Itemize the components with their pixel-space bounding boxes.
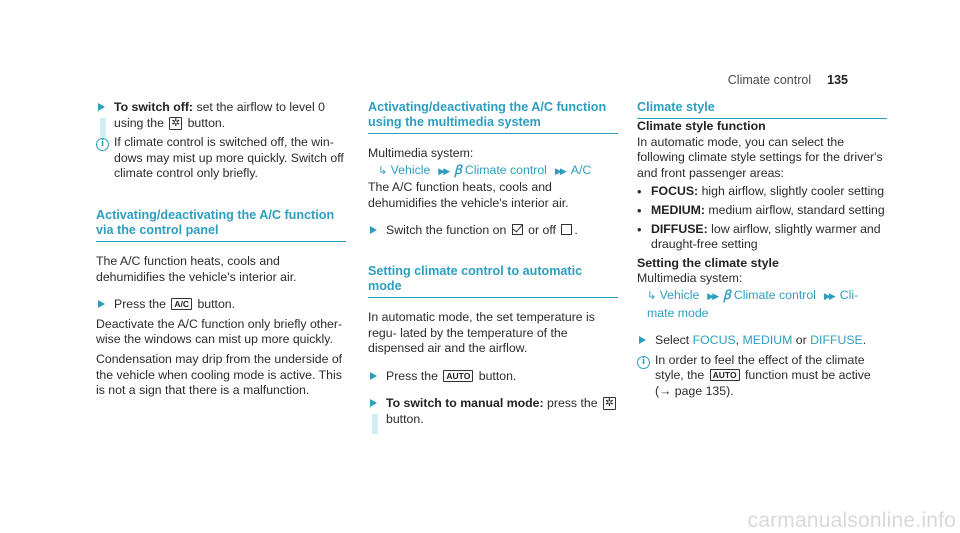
step-arrow-icon <box>370 372 377 380</box>
note-select: i In order to feel the effect of the climate style, the AUTO function must be active (→ page 135). <box>637 353 887 400</box>
path-vehicle: Vehicle <box>390 162 431 177</box>
double-chevron-icon: ▶▶ <box>707 291 718 302</box>
climate-icon: ꞵ <box>454 161 462 177</box>
path-vehicle: Vehicle <box>659 287 700 302</box>
note-text: If climate control is switched off, the win- dows may mist up more quickly. Switch off climate control only briefly. <box>114 135 344 181</box>
ac-key-icon: A/C <box>171 298 192 310</box>
step-arrow-icon <box>370 399 377 407</box>
path-hook-icon: ↳ <box>378 163 388 177</box>
checkbox-empty-icon <box>561 224 572 235</box>
watermark: carmanualsonline.info <box>747 509 956 533</box>
function-text: In automatic mode, you can select the following climate style settings for the driver's and front passenger areas: <box>637 134 883 180</box>
path-climate-mode: Cli- mate mode <box>647 287 859 320</box>
step-select: Select FOCUS, MEDIUM or DIFFUSE. <box>637 333 887 349</box>
step-text: set the airflow to level 0 using the <box>114 100 325 130</box>
step-label: To switch to manual mode: <box>386 396 544 411</box>
fan-key-icon: ✲ <box>171 116 181 129</box>
page-header <box>728 73 848 89</box>
step-manual-mode <box>368 396 618 427</box>
column-1 <box>96 100 346 399</box>
path-climate: Climate control <box>733 287 816 302</box>
page-number: 135 <box>827 73 848 87</box>
deactivate-text: Deactivate the A/C function only briefly other- wise the windows can mist up more quickly. <box>96 316 343 347</box>
step-label: To switch off: <box>114 100 194 114</box>
double-chevron-icon: ▶▶ <box>823 291 834 302</box>
step-text-end: . <box>574 223 578 238</box>
option-medium: MEDIUM <box>742 333 793 348</box>
info-icon: i <box>96 138 109 151</box>
bullet-icon: • <box>637 184 642 200</box>
bullet-icon: • <box>637 221 642 237</box>
column-3 <box>637 100 887 400</box>
section-title: Climate control <box>727 73 812 87</box>
heading-multimedia: Activating/deactivating the A/C function using the multimedia system <box>368 100 618 134</box>
step-text-end: button. <box>187 115 226 130</box>
step-text-end: button. <box>386 411 424 426</box>
heading-panel: Activating/deactivating the A/C function via the control panel <box>96 208 346 242</box>
condensation-text: Condensation may drip from the underside of the vehicle when cooling mode is active. This is not a sign that there is a malfunction. <box>96 351 343 398</box>
page-reference: (→ page 135). <box>655 383 734 398</box>
step-arrow-icon <box>370 226 377 234</box>
climate-icon: ꞵ <box>723 286 731 302</box>
list-item: • MEDIUM: medium airflow, standard setting <box>637 202 885 218</box>
auto-text: In automatic mode, the set temperature is regu- lated by the temperature of the dispensed air and the airflow. <box>368 309 595 356</box>
heading-auto: Setting climate control to automatic mode <box>368 264 618 298</box>
step-text-end: button. <box>478 368 517 383</box>
heading-style: Climate style <box>637 100 887 119</box>
double-chevron-icon: ▶▶ <box>554 166 565 177</box>
step-text: press the <box>547 396 598 411</box>
step-press-ac <box>96 297 346 313</box>
info-icon: i <box>637 356 650 369</box>
step-text: Press the <box>114 297 166 312</box>
list-item: • FOCUS: high airflow, slightly cooler setting <box>637 184 885 200</box>
fan-key-icon: ✲ <box>605 397 614 410</box>
style-list <box>637 184 887 252</box>
step-text-mid: or off <box>528 223 556 238</box>
option-focus: FOCUS <box>692 333 736 348</box>
mm-label: Multimedia system: <box>637 271 743 286</box>
step-arrow-icon <box>639 336 646 344</box>
mm-text: The A/C function heats, cools and dehumidifies the vehicle's interior air. <box>368 180 569 210</box>
path-climate: Climate control <box>464 162 547 177</box>
bullet-icon: • <box>637 202 642 218</box>
path-ac: A/C <box>570 162 592 177</box>
menu-path <box>368 162 618 181</box>
subheading-setting: Setting the climate style <box>637 255 779 270</box>
step-arrow-icon <box>98 103 105 111</box>
step-switch-off <box>96 100 346 131</box>
column-2 <box>368 100 618 428</box>
step-text: Switch the function on <box>386 223 507 238</box>
checkbox-checked-icon <box>512 224 523 235</box>
step-arrow-icon <box>98 300 105 308</box>
step-text-end: button. <box>197 297 236 312</box>
menu-path <box>637 287 887 321</box>
step-press-auto <box>368 369 618 385</box>
option-diffuse: DIFFUSE <box>810 333 863 348</box>
subheading-function: Climate style function <box>637 119 766 133</box>
step-text: Press the <box>386 368 438 383</box>
double-chevron-icon: ▶▶ <box>438 166 449 177</box>
list-item: • DIFFUSE: low airflow, slightly warmer and draught-free setting <box>637 221 881 252</box>
path-hook-icon: ↳ <box>647 288 657 302</box>
step-switch-function <box>368 223 618 239</box>
mm-label: Multimedia system: <box>368 146 474 160</box>
panel-intro: The A/C function heats, cools and dehumidifies the vehicle's interior air. <box>96 253 297 284</box>
note-switched-off <box>96 135 346 182</box>
auto-key-icon: AUTO <box>710 369 740 381</box>
auto-key-icon: AUTO <box>443 370 473 382</box>
